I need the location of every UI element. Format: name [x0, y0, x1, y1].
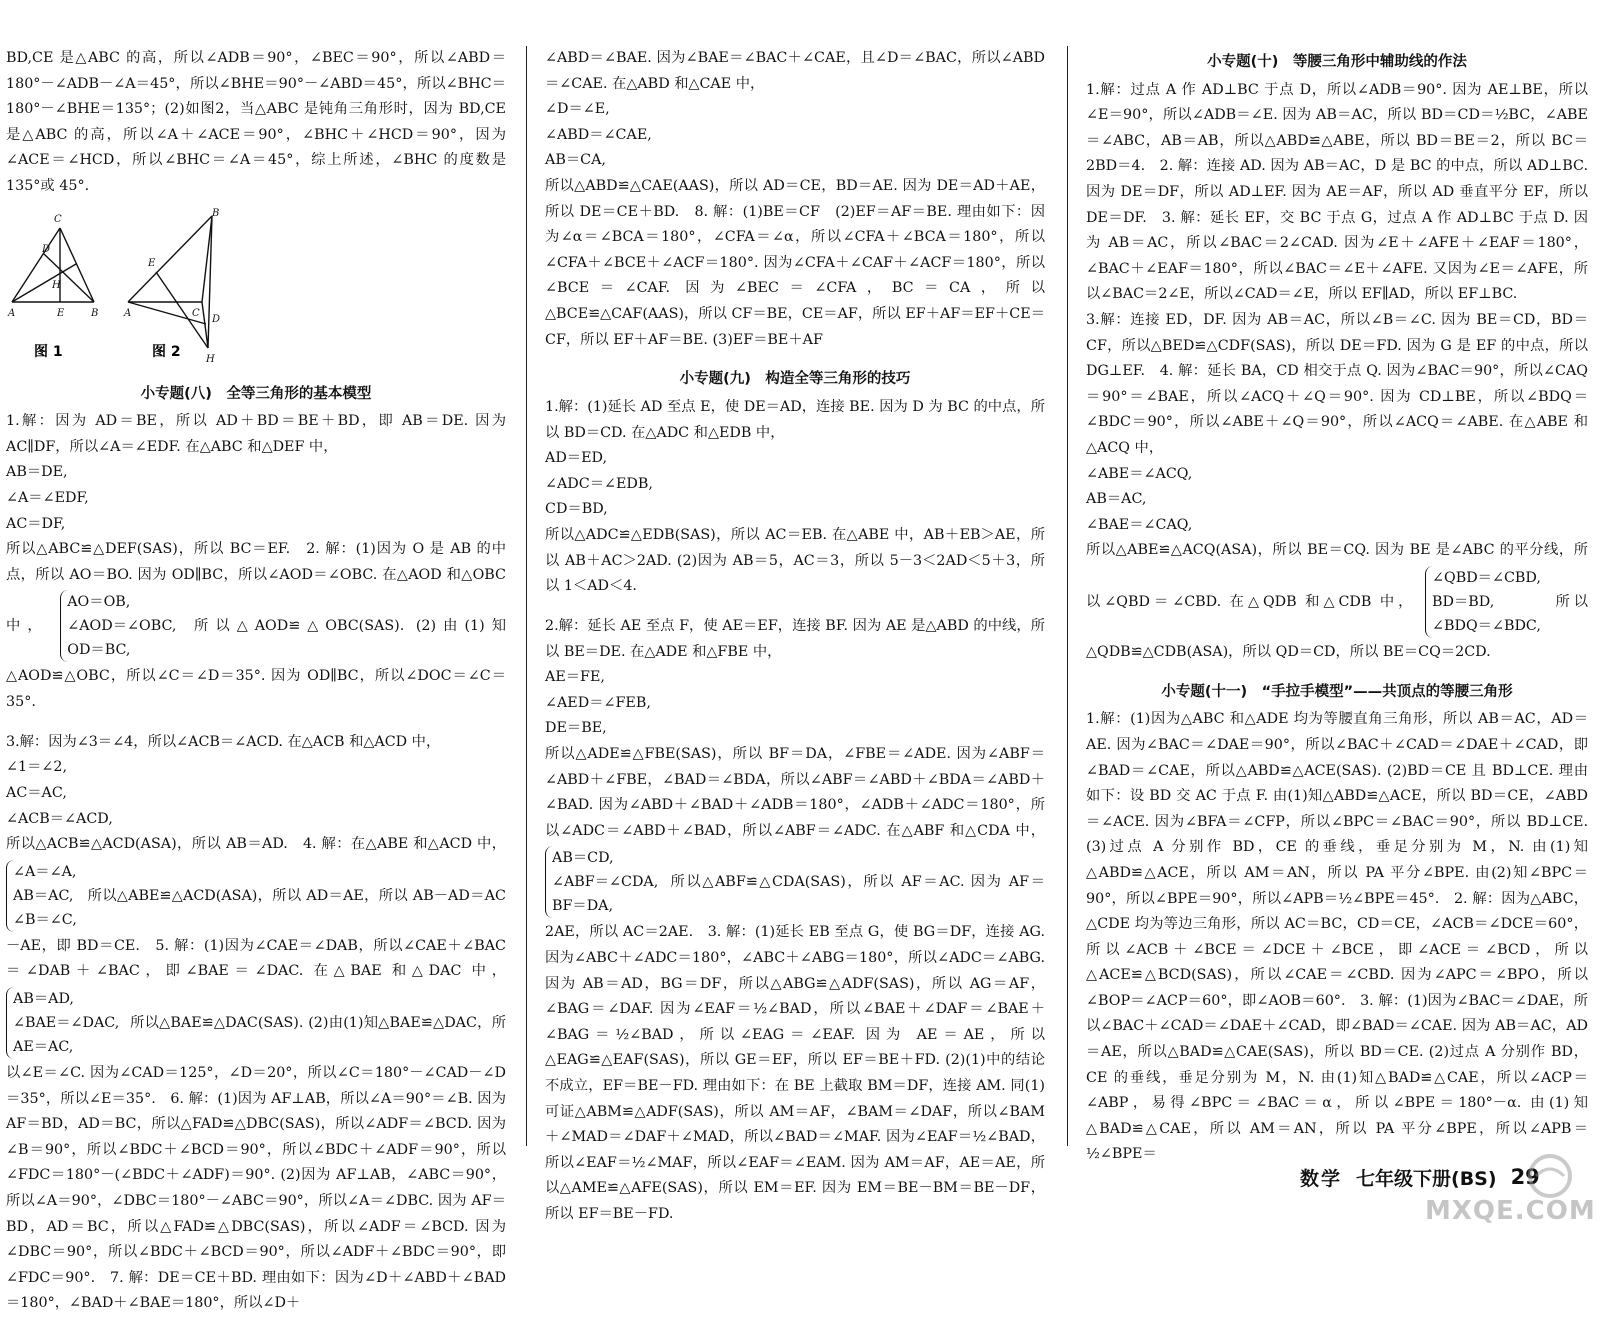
- paragraph: 所以△ABE≌△ACQ(ASA)，所以 BE＝CQ. 因为 BE 是∠ABC 的平分线，所以∠QBD＝∠CBD. 在△QDB 和△CDB 中，: [1086, 542, 1588, 610]
- column-divider: [1067, 46, 1068, 1146]
- figure-1-label: 图 1: [34, 343, 63, 360]
- paragraph: 所以△ABF≌△CDA(SAS)，所以 AF＝AC. 因为 AF＝2AE，所以 AC＝2AE. 3. 解：(1)延长 EB 至点 G，使 BG＝DF，连接 AG. 因为∠ABC＋∠ADC＝180°，∠ABC＋∠ABG＝180°，所以∠ADC＝∠ABG. 因为 AB＝AD，BG＝DF，所以△ABG≌△ADF(SAS)，所以 AG＝AF，∠BAG＝∠DAF. 因为∠EAF＝½∠BAD，所以∠BAE＋∠DAF＝∠BAE＋∠BAG＝½∠BAD，所以∠EAG＝∠EAF. 因为 AE＝AE，所以△EAG≌△EAF(SAS)，所以 GE＝EF，所以 EF＝BE＋FD. (2)(1)中的结论不成立，EF＝BE－FD. 理由如下：在 BE 上截取 BM＝DF，连接 AM. 同(1)可证△ABM≌△ADF(SAS)，所以 AM＝AF，∠BAM＝∠DAF，所以∠BAM＋∠MAD＝∠DAF＋∠MAD，所以∠BAD＝∠MAF. 因为∠EAF＝½∠BAD，所以∠EAF＝½∠MAF，所以∠EAF＝∠EAM. 因为 AM＝AF，AE＝AE，所以△AME≌△AFE(SAS)，所以 EM＝EF. 因为 EM＝BE－BM＝BE－DF，所以 EF＝BE－FD.: [545, 874, 1045, 1222]
- section-heading: 小专题(十) 等腰三角形中辅助线的作法: [1207, 54, 1467, 70]
- paragraph: 3.解：因为∠3＝∠4，所以∠ACB＝∠ACD. 在△ACB 和△ACD 中，: [6, 733, 441, 750]
- paragraph: ∠ABD＝∠BAE. 因为∠BAE＝∠BAC＋∠CAE，且∠D＝∠BAC，所以∠ABD＝∠CAE. 在△ABD 和△CAE 中，: [545, 50, 1045, 92]
- paragraph: 所以△ABE≌△ACD(ASA)，所以 AD＝AE，所以 AB－AD＝AC－AE，即 BD＝CE. 5. 解：(1)因为∠CAE＝∠DAB，所以∠CAE＋∠BAC＝∠DAB＋∠BAC，即∠BAE＝∠DAC. 在△BAE 和△DAC 中，: [6, 887, 506, 980]
- triangle-figures: [6, 206, 306, 376]
- svg-text:B: B: [91, 307, 99, 319]
- paragraph: 所以△ADE≌△FBE(SAS)，所以 BF＝DA，∠FBE＝∠ADE. 因为∠ABF＝∠ABD＋∠FBE，∠BAD＝∠BDA，所以∠ABF＝∠ABD＋∠BDA＝∠ABD＋∠BAD. 因为∠ABD＋∠BAD＋∠ADB＝180°，∠ADB＋∠ADC＝180°，所以∠ADC＝∠ABD＋∠BAD，所以∠ABF＝∠ADC. 在△ABF 和△CDA 中，: [545, 746, 1045, 839]
- equation-system: AB＝AD, ∠BAE＝∠DAC, AE＝AC,: [6, 987, 125, 1059]
- section-heading: 小专题(九) 构造全等三角形的技巧: [679, 371, 911, 388]
- svg-text:A: A: [124, 307, 132, 319]
- paragraph: 1.解：(1)延长 AD 至点 E，使 DE＝AD，连接 BE. 因为 D 为 BC 的中点，所以 BD＝CD. 在△ADC 和△EDB 中，: [545, 399, 1045, 441]
- svg-text:H: H: [206, 353, 215, 365]
- paragraph: 1.解：因为 AD＝BE，所以 AD＋BD＝BE＋BD，即 AB＝DE. 因为 AC∥DF，所以∠A＝∠EDF. 在△ABC 和△DEF 中，: [6, 413, 506, 455]
- column-middle: ∠ABD＝∠BAE. 因为∠BAE＝∠BAC＋∠CAE，且∠D＝∠BAC，所以∠ABD＝∠CAE. 在△ABD 和△CAE 中， ∠D＝∠E, ∠ABD＝∠CAE, AB＝CA, 所以△ABD≌△CAE(AAS)，所以 AD＝CE，BD＝AE. 因为 DE＝AD＋AE，所以 DE＝CE＋BD. 8. 解：(1)BE＝CF (2)EF＝AF＝BE. 理由如下：因为∠α＝∠BCA＝180°，∠CFA＝∠α，所以∠CFA＋∠BCA＝180°，所以∠CFA＋∠BCE＋∠ACF＝180°. 因为∠CFA＋∠CAF＋∠ACF＝180°，所以∠BCE＝∠CAF. 因为∠BEC＝∠CFA，BC＝CA，所以△BCE≌△CAF(AAS)，所以 CF＝BE，CE＝AF，所以 EF＋AF＝EF＋CE＝CF，所以 EF＋AF＝BE. (3)EF＝BE＋AF 小专题(九) 构造全等三角形的技巧 1.解：(1)延长 AD 至点 E，使 DE＝AD，连接 BE. 因为 D 为 BC 的中点，所以 BD＝CD. 在△ADC 和△EDB 中， AD＝ED, ∠ADC＝∠EDB, CD＝BD, 所以△ADC≌△EDB(SAS)，所以 AC＝EB. 在△ABE 中，AB＋EB＞AE，所以 AB＋AC＞2AD. (2)因为 AB＝5，AC＝3，所以 5－3＜2AD＜5＋3，所以 1＜AD＜4. 2.解：延长 AE 至点 F，使 AE＝EF，连接 BF. 因为 AE 是△ABD 的中线，所以 BE＝DE. 在△ADE 和△FBE 中， AE＝FE, ∠AED＝∠FEB, DE＝BE, 所以△ADE≌△FBE(SAS)，所以 BF＝DA，∠FBE＝∠ADE. 因为∠ABF＝∠ABD＋∠FBE，∠BAD＝∠BDA，所以∠ABF＝∠ABD＋∠BDA＝∠ABD＋∠BAD. 因为∠ABD＋∠BAD＋∠ADB＝180°，∠ADB＋∠ADC＝180°，所以∠ADC＝∠ABD＋∠BAD，所以∠ABF＝∠ADC. 在△ABF 和△CDA 中， AB＝CD, ∠ABF＝∠CDA, BF＝DA, 所以△ABF≌△CDA(SAS)，所以 AF＝AC. 因为 AF＝2AE，所以 AC＝2AE. 3. 解：(1)延长 EB 至点 G，使 BG＝DF，连接 AG. 因为∠ABC＋∠ADC＝180°，∠ABC＋∠ABG＝180°，所以∠ADC＝∠ABG. 因为 AB＝AD，BG＝DF，所以△ABG≌△ADF(SAS)，所以 AG＝AF，∠BAG＝∠DAF. 因为∠EAF＝½∠BAD，所以∠BAE＋∠DAF＝∠BAE＋∠BAG＝½∠BAD，所以∠EAG＝∠EAF. 因为 AE＝AE，所以△EAG≌△EAF(SAS)，所以 GE＝EF，所以 EF＝BE＋FD. (2)(1)中的结论不成立，EF＝BE－FD. 理由如下：在 BE 上截取 BM＝DF，连接 AM. 同(1)可证△ABM≌△ADF(SAS)，所以 AM＝AF，∠BAM＝∠DAF，所以∠BAM＋∠MAD＝∠DAF＋∠MAD，所以∠BAD＝∠MAF. 因为∠EAF＝½∠BAD，所以∠EAF＝½∠MAF，所以∠EAF＝∠EAM. 因为 AM＝AF，AE＝AE，所以△AME≌△AFE(SAS)，所以 EM＝EF. 因为 EM＝BE－BM＝BE－DF，所以 EF＝BE－FD.: [545, 50, 1045, 1222]
- paragraph: 3.解：连接 ED，DF. 因为 AB＝AC，所以∠B＝∠C. 因为 BE＝CD，BD＝CF，所以△BED≌△CDF(SAS)，所以 DE＝FD. 因为 G 是 EF 的中点，所以 DG⊥EF. 4. 解：延长 BA，CD 相交于点 Q. 因为∠BAC＝90°，所以∠CAQ＝90°＝∠BAE，所以∠ACQ＋∠Q＝90°. 因为 CD⊥BE，所以∠BDQ＝∠BDC＝90°，所以∠ABE＋∠Q＝90°，所以∠ACQ＝∠ABE. 在△ABE 和△ACQ 中，: [1086, 311, 1588, 456]
- equation-system: ∠QBD＝∠CBD, BD＝BD, ∠BDQ＝∠BDC,: [1425, 566, 1547, 638]
- svg-text:D: D: [212, 313, 221, 325]
- paragraph: 所以△ACB≌△ACD(ASA)，所以 AB＝AD. 4. 解：在△ABE 和△ACD 中，: [6, 836, 506, 853]
- section-heading: 小专题(十一) “手拉手模型”——共顶点的等腰三角形: [1161, 683, 1513, 700]
- svg-text:D: D: [42, 243, 51, 255]
- paragraph: 所以△AOD≌△OBC(SAS). (2)由(1)知△AOD≌△OBC，所以∠C＝∠D＝35°. 因为 OD∥BC，所以∠DOC＝∠C＝35°.: [6, 618, 507, 710]
- svg-text:C: C: [192, 307, 200, 319]
- column-left: BD,CE 是△ABC 的高，所以∠ADB＝90°，∠BEC＝90°，所以∠ABD＝180°－∠ADB－∠A＝45°，所以∠BHE＝90°－∠ABD＝45°，所以∠BHC＝180°－∠BHE＝135°；(2)如图2，当△ABC 是钝角三角形时，因为 BD,CE 是△ABC 的高，所以∠A＋∠ACE＝90°，∠BHC＋∠HCD＝90°，因为∠ACE＝∠HCD，所以∠BHC＝∠A＝45°，综上所述，∠BHC 的度数是 135°或 45°. C D H A E B B E A C D H 图 1 图 2 小专题(八) 全等三角形的基本模型 1.解：因为 AD＝BE，所以 AD＋BD＝BE＋BD，即 AB＝DE. 因为 AC∥DF，所以∠A＝∠EDF. 在△ABC 和△DEF 中， AB＝DE, ∠A＝∠EDF, AC＝DF, 所以△ABC≌△DEF(SAS)，所以 BC＝EF. 2. 解：(1)因为 O 是 AB 的中点，所以 AO＝BO. 因为 OD∥BC，所以∠AOD＝∠OBC. 在△AOD 和△OBC 中， AO＝OB, ∠AOD＝∠OBC, OD＝BC, 所以△AOD≌△OBC(SAS). (2)由(1)知△AOD≌△OBC，所以∠C＝∠D＝35°. 因为 OD∥BC，所以∠DOC＝∠C＝35°. 3.解：因为∠3＝∠4，所以∠ACB＝∠ACD. 在△ACB 和△ACD 中， ∠1＝∠2, AC＝AC, ∠ACB＝∠ACD, 所以△ACB≌△ACD(ASA)，所以 AB＝AD. 4. 解：在△ABE 和△ACD 中， ∠A＝∠A, AB＝AC, ∠B＝∠C, 所以△ABE≌△ACD(ASA)，所以 AD＝AE，所以 AB－AD＝AC－AE，即 BD＝CE. 5. 解：(1)因为∠CAE＝∠DAB，所以∠CAE＋∠BAC＝∠DAB＋∠BAC，即∠BAE＝∠DAC. 在△BAE 和△DAC 中， AB＝AD, ∠BAE＝∠DAC, AE＝AC, 所以△BAE≌△DAC(SAS). (2)由(1)知△BAE≌△DAC，所以∠E＝∠C. 因为∠CAD＝125°，∠D＝20°，所以∠C＝180°－∠CAD－∠D＝35°，所以∠E＝35°. 6. 解：(1)因为 AF⊥AB，所以∠A＝90°＝∠B. 因为 AF＝BD，AD＝BC，所以△FAD≌△DBC(SAS)，所以∠ADF＝∠BCD. 因为∠B＝90°，所以∠BDC＋∠BCD＝90°，所以∠BDC＋∠ADF＝90°，所以∠FDC＝180°－(∠BDC＋∠ADF)＝90°. (2)因为 AF⊥AB，∠ABC＝90°，所以∠A＝90°，∠DBC＝180°－∠ABC＝90°，所以∠A＝∠DBC. 因为 AF＝BD，AD＝BC，所以△FAD≌△DBC(SAS)，所以∠ADF＝∠BCD. 因为∠DBC＝90°，所以∠BDC＋∠BCD＝90°，所以∠ADF＋∠BDC＝90°，即∠FDC＝90°. 7. 解：DE＝CE＋BD. 理由如下：因为∠D＋∠ABD＋∠BAD＝180°，∠BAD＋∠BAE＝180°，所以∠D＋: [6, 46, 506, 1151]
- column-right: 小专题(十) 等腰三角形中辅助线的作法 1.解：过点 A 作 AD⊥BC 于点 D，所以∠ADB＝90°. 因为 AE⊥BE，所以∠E＝90°，所以∠ADB＝∠E. 因为 AB＝AC，所以 BD＝CD＝½BC，∠ABE＝∠ABC，AB＝AB，所以△ABD≌△ABE，所以 BD＝BE＝2，所以 BC＝2BD＝4. 2. 解：连接 AD. 因为 AB＝AC，D 是 BC 的中点，所以 AD⊥BC. 因为 DE＝DF，所以 AD⊥EF. 因为 AE＝AF，所以 AD 垂直平分 EF，所以 DE＝DF. 3. 解：延长 EF，交 BC 于点 G，过点 A 作 AD⊥BC 于点 D. 因为 AB＝AC，所以∠BAC＝2∠CAD. 因为∠E＋∠AFE＋∠EAF＝180°，∠BAC＋∠EAF＝180°，所以∠BAC＝∠E＋∠AFE. 又因为∠E＝∠AFE，所以∠BAC＝2∠E，所以∠CAD＝∠E，所以 EF∥AD，所以 EF⊥BC. 3.解：连接 ED，DF. 因为 AB＝AC，所以∠B＝∠C. 因为 BE＝CD，BD＝CF，所以△BED≌△CDF(SAS)，所以 DE＝FD. 因为 G 是 EF 的中点，所以 DG⊥EF. 4. 解：延长 BA，CD 相交于点 Q. 因为∠BAC＝90°，所以∠CAQ＝90°＝∠BAE，所以∠ACQ＋∠Q＝90°. 因为 CD⊥BE，所以∠BDQ＝∠BDC＝90°，所以∠ABE＋∠Q＝90°，所以∠ACQ＝∠ABE. 在△ABE 和△ACQ 中， ∠ABE＝∠ACQ, AB＝AC, ∠BAE＝∠CAQ, 所以△ABE≌△ACQ(ASA)，所以 BE＝CQ. 因为 BE 是∠ABC 的平分线，所以∠QBD＝∠CBD. 在△QDB 和△CDB 中， ∠QBD＝∠CBD, BD＝BD, ∠BDQ＝∠BDC, 所以△QDB≌△CDB(ASA)，所以 QD＝CD，所以 BE＝CQ＝2CD. 小专题(十一) “手拉手模型”——共顶点的等腰三角形 1.解：(1)因为△ABC 和△ADE 均为等腰直角三角形，所以 AB＝AC，AD＝AE. 因为∠BAC＝∠DAE＝90°，所以∠BAC＋∠CAD＝∠DAE＋∠CAD，即∠BAD＝∠CAE，所以△ABD≌△ACE(SAS). (2)BD＝CE 且 BD⊥CE. 理由如下：设 BD 交 AC 于点 F. 由(1)知△ABD≌△ACE，所以 BD＝CE，∠ABD＝∠ACE. 因为∠BFA＝∠CFP，所以∠BPC＝∠BAC＝90°，所以 BD⊥CE. (3)过点 A 分别作 BD，CE 的垂线，垂足分别为 M，N. 由(1)知△ABD≌△ACE，所以 AM＝AN，所以 PA 平分∠BPE. 由(2)知∠BPC＝90°，所以∠BPE＝90°，所以∠APB＝½∠BPE＝45°. 2. 解：因为△ABC，△CDE 均为等边三角形，所以 AC＝BC，CD＝CE，∠ACB＝∠DCE＝60°，所以∠ACB＋∠BCE＝∠DCE＋∠BCE，即∠ACE＝∠BCD，所以△ACE≌△BCD(SAS)，所以∠CAE＝∠CBD. 因为∠APC＝∠BPO，所以∠BOP＝∠ACP＝60°，即∠AOB＝60°. 3. 解：(1)因为∠BAC＝∠DAE，所以∠BAC＋∠CAD＝∠DAE＋∠CAD，即∠BAD＝∠CAE. 因为 AB＝AC，AD＝AE，所以△BAD≌△CAE(SAS)，所以 BD＝CE. (2)过点 A 分别作 BD，CE 的垂线，垂足分别为 M，N. 由(1)知△BAD≌△CAE，所以∠ACP＝∠ABP，易得∠BPC＝∠BAC＝α，所以∠BPE＝180°－α. 由(1)知△BAD≌△CAE，所以 AM＝AN，所以 PA 平分∠BPE，所以∠APB＝½∠BPE＝: [1086, 46, 1588, 1151]
- paragraph: BD,CE 是△ABC 的高，所以∠ADB＝90°，∠BEC＝90°，所以∠ABD＝180°－∠ADB－∠A＝45°，所以∠BHE＝90°－∠ABD＝45°，所以∠BHC＝180°－∠BHE＝135°；(2)如图2，当△ABC 是钝角三角形时，因为 BD,CE 是△ABC 的高，所以∠A＋∠ACE＝90°，∠BHC＋∠HCD＝90°，因为∠ACE＝∠HCD，所以∠BHC＝∠A＝45°，综上所述，∠BHC 的度数是 135°或 45°.: [6, 50, 506, 194]
- paragraph: 所以△BAE≌△DAC(SAS). (2)由(1)知△BAE≌△DAC，所以∠E＝∠C. 因为∠CAD＝125°，∠D＝20°，所以∠C＝180°－∠CAD－∠D＝35°，所以∠E＝35°. 6. 解：(1)因为 AF⊥AB，所以∠A＝90°＝∠B. 因为 AF＝BD，AD＝BC，所以△FAD≌△DBC(SAS)，所以∠ADF＝∠BCD. 因为∠B＝90°，所以∠BDC＋∠BCD＝90°，所以∠BDC＋∠ADF＝90°，所以∠FDC＝180°－(∠BDC＋∠ADF)＝90°. (2)因为 AF⊥AB，∠ABC＝90°，所以∠A＝90°，∠DBC＝180°－∠ABC＝90°，所以∠A＝∠DBC. 因为 AF＝BD，AD＝BC，所以△FAD≌△DBC(SAS)，所以∠ADF＝∠BCD. 因为∠DBC＝90°，所以∠BDC＋∠BCD＝90°，所以∠ADF＋∠BDC＝90°，即∠FDC＝90°. 7. 解：DE＝CE＋BD. 理由如下：因为∠D＋∠ABD＋∠BAD＝180°，∠BAD＋∠BAE＝180°，所以∠D＋: [6, 1014, 506, 1312]
- paragraph: 所以△ABD≌△CAE(AAS)，所以 AD＝CE，BD＝AE. 因为 DE＝AD＋AE，所以 DE＝CE＋BD. 8. 解：(1)BE＝CF (2)EF＝AF＝BE. 理由如下：因为∠α＝∠BCA＝180°，∠CFA＝∠α，所以∠CFA＋∠BCA＝180°，所以∠CFA＋∠BCE＋∠ACF＝180°. 因为∠CFA＋∠CAF＋∠ACF＝180°，所以∠BCE＝∠CAF. 因为∠BEC＝∠CFA，BC＝CA，所以△BCE≌△CAF(AAS)，所以 CF＝BE，CE＝AF，所以 EF＋AF＝EF＋CE＝CF，所以 EF＋AF＝BE. (3)EF＝BE＋AF: [545, 177, 1045, 348]
- figure-2-label: 图 2: [152, 343, 181, 360]
- svg-text:E: E: [148, 257, 156, 269]
- paragraph: 1.解：(1)因为△ABC 和△ADE 均为等腰直角三角形，所以 AB＝AC，AD＝AE. 因为∠BAC＝∠DAE＝90°，所以∠BAC＋∠CAD＝∠DAE＋∠CAD，即∠BAD＝∠CAE，所以△ABD≌△ACE(SAS). (2)BD＝CE 且 BD⊥CE. 理由如下：设 BD 交 AC 于点 F. 由(1)知△ABD≌△ACE，所以 BD＝CE，∠ABD＝∠ACE. 因为∠BFA＝∠CFP，所以∠BPC＝∠BAC＝90°，所以 BD⊥CE. (3)过点 A 分别作 BD，CE 的垂线，垂足分别为 M，N. 由(1)知△ABD≌△ACE，所以 AM＝AN，所以 PA 平分∠BPE. 由(2)知∠BPC＝90°，所以∠BPE＝90°，所以∠APB＝½∠BPE＝45°. 2. 解：因为△ABC，△CDE 均为等边三角形，所以 AC＝BC，CD＝CE，∠ACB＝∠DCE＝60°，所以∠ACB＋∠BCE＝∠DCE＋∠BCE，即∠ACE＝∠BCD，所以△ACE≌△BCD(SAS)，所以∠CAE＝∠CBD. 因为∠APC＝∠BPO，所以∠BOP＝∠ACP＝60°，即∠AOB＝60°. 3. 解：(1)因为∠BAC＝∠DAE，所以∠BAC＋∠CAD＝∠DAE＋∠CAD，即∠BAD＝∠CAE. 因为 AB＝AC，AD＝AE，所以△BAD≌△CAE(SAS)，所以 BD＝CE. (2)过点 A 分别作 BD，CE 的垂线，垂足分别为 M，N. 由(1)知△BAD≌△CAE，所以∠ACP＝∠ABP，易得∠BPC＝∠BAC＝α，所以∠BPE＝180°－α. 由(1)知△BAD≌△CAE，所以 AM＝AN，所以 PA 平分∠BPE，所以∠APB＝½∠BPE＝: [1086, 711, 1588, 1163]
- page-number: 29: [1510, 1165, 1540, 1189]
- svg-text:E: E: [57, 307, 65, 319]
- paragraph: 所以△QDB≌△CDB(ASA)，所以 QD＝CD，所以 BE＝CQ＝2CD.: [1086, 593, 1589, 660]
- paragraph: 所以△ABC≌△DEF(SAS)，所以 BC＝EF. 2. 解：(1)因为 O 是 AB 的中点，所以 AO＝BO. 因为 OD∥BC，所以∠AOD＝∠OBC. 在△AOD 和△OBC 中，: [6, 541, 506, 635]
- paragraph: 所以△ADC≌△EDB(SAS)，所以 AC＝EB. 在△ABE 中，AB＋EB＞AE，所以 AB＋AC＞2AD. (2)因为 AB＝5，AC＝3，所以 5－3＜2AD＜5＋3，所以 1＜AD＜4.: [545, 526, 1045, 595]
- paragraph: 2.解：延长 AE 至点 F，使 AE＝EF，连接 BF. 因为 AE 是△ABD 的中线，所以 BE＝DE. 在△ADE 和△FBE 中，: [545, 618, 1045, 660]
- section-heading: 小专题(八) 全等三角形的基本模型: [140, 385, 372, 402]
- watermark-text: MXQE.COM: [1425, 1196, 1596, 1226]
- paragraph: 1.解：过点 A 作 AD⊥BC 于点 D，所以∠ADB＝90°. 因为 AE⊥BE，所以∠E＝90°，所以∠ADB＝∠E. 因为 AB＝AC，所以 BD＝CD＝½BC，∠ABE＝∠ABC，AB＝AB，所以△ABD≌△ABE，所以 BD＝BE＝2，所以 BC＝2BD＝4. 2. 解：连接 AD. 因为 AB＝AC，D 是 BC 的中点，所以 AD⊥BC. 因为 DE＝DF，所以 AD⊥EF. 因为 AE＝AF，所以 AD 垂直平分 EF，所以 DE＝DF. 3. 解：延长 EF，交 BC 于点 G，过点 A 作 AD⊥BC 于点 D. 因为 AB＝AC，所以∠BAC＝2∠CAD. 因为∠E＋∠AFE＋∠EAF＝180°，∠BAC＋∠EAF＝180°，所以∠BAC＝∠E＋∠AFE. 又因为∠E＝∠AFE，所以∠BAC＝2∠E，所以∠CAD＝∠E，所以 EF∥AD，所以 EF⊥BC.: [1086, 81, 1588, 303]
- figures: [6, 206, 506, 376]
- subject-label: 数学: [1300, 1167, 1343, 1190]
- grade-label: 七年级下册(BS): [1356, 1167, 1497, 1190]
- svg-text:C: C: [54, 213, 62, 225]
- equation-system: AO＝OB, ∠AOD＝∠OBC, OD＝BC,: [60, 590, 182, 662]
- svg-text:A: A: [8, 307, 16, 319]
- column-divider: [526, 46, 527, 1146]
- figure-2: [128, 216, 212, 348]
- equation-system: AB＝CD, ∠ABF＝∠CDA, BF＝DA,: [545, 846, 664, 918]
- equation-system: ∠A＝∠A, AB＝AC, ∠B＝∠C,: [6, 860, 83, 932]
- svg-text:B: B: [212, 207, 220, 219]
- svg-text:H: H: [52, 279, 61, 291]
